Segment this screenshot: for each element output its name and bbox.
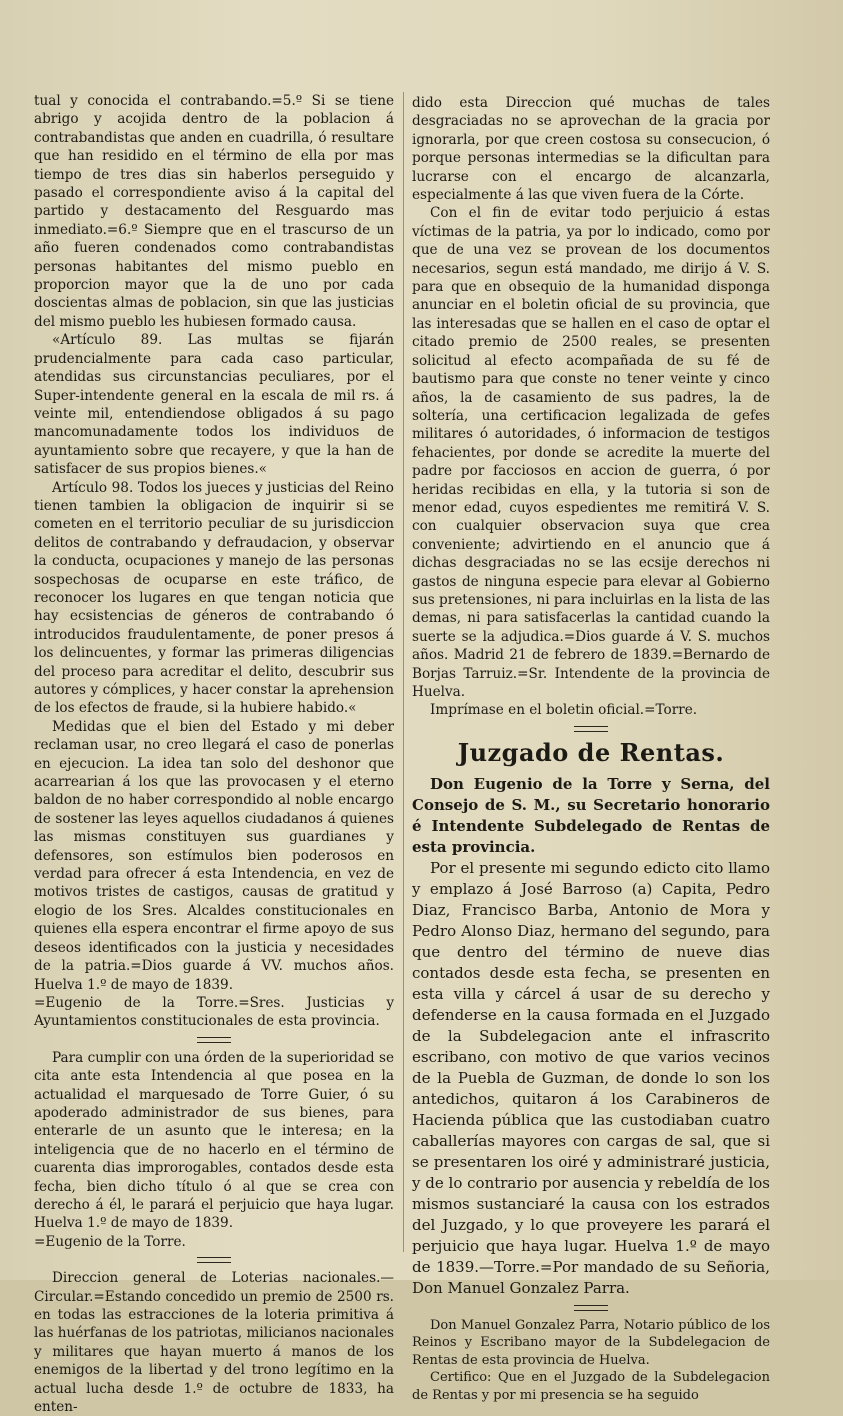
paragraph: Medidas que el bien del Estado y mi deber reclaman usar, no creo llegará el caso de ponerlas en ejecucion. La idea tan solo del deshonor que acarrearian á los que las provocasen y el eterno baldon de no haber correspondido al noble encargo de sostener las leyes aquellos ciudadanos á quienes las mismas constituyen sus guardianes y defensores, son estímulos bien poderosos en verdad para ofrecer á esta Intendencia, en vez de motivos tristes de castigos, causas de gratitud y elogio de los Sres. Alcaldes constitucionales en quienes ella espera encontrar el firme apoyo de sus deseos identificados con la justicia y necesidades de la patria.=Dios guarde á VV. muchos años. Huelva 1.º de mayo de 1839. — [34, 718, 394, 993]
paragraph: tual y conocida el contrabando.=5.º Si se tiene abrigo y acojida dentro de la poblacion á contrabandistas que anden en cuadrilla, ó resultare que han residido en el término de ella por mas tiempo de tres dias sin haberlos perseguido y pasado el correspondiente aviso á la capital del partido y destacamento del Resguardo mas inmediato.=6.º Siempre que en el trascurso de un año fueren condenados como contrabandistas personas habitantes del mismo pueblo en proporcion mayor que la de uno por cada doscientas almas de poblacion, sin que las justicias del mismo pueblo les hubiesen formado causa. — [34, 93, 394, 330]
column-divider — [403, 92, 404, 1252]
order-line: Imprímase en el boletin oficial.=Torre. — [430, 702, 698, 719]
left-column — [34, 92, 394, 1416]
paragraph: Certifico: Que en el Juzgado de la Subdelegacion de Rentas y por mi presencia se ha seguido — [412, 1370, 770, 1403]
paragraph: Con el fin de evitar todo perjuicio á estas víctimas de la patria, ya por lo indicado, como por que de una vez se provean de los documentos necesarios, segun está mandado, me dirijo á V. S. para que en obsequio de la humanidad disponga anunciar en el boletin oficial de su provincia, que las interesadas que se hallen en el caso de optar el citado premio de 2500 reales, se presenten solicitud al efecto acompañada de su fé de bautismo para que conste no tener veinte y cinco años, la de casamiento de sus padres, la de soltería, una certificacion legalizada de gefes militares ó autoridades, ó informacion de testigos fehacientes, por donde se acredite la muerte del padre por facciosos en accion de guerra, ó por heridas recibidas en ella, y la tutoria si son de menor edad, cuyos espedientes me remitirá V. S. con cualquier observacion suya que crea conveniente; advirtiendo en el anuncio que á dichas desgraciadas no se las ecsije derechos ni gastos de ninguna especie para elevar al Gobierno sus pretensiones, ni para incluirlas en la lista de las demas, ni para satisfacerlas la cantidad cuando la suerte se la adjudica.=Dios guarde á V. S. muchos años. Madrid 21 de febrero de 1839.=Bernardo de Borjas Tarruiz.=Sr. Intendente de la provincia de Huelva. — [412, 205, 770, 700]
paragraph: «Artículo 89. Las multas se fijarán prudencialmente para cada caso particular, atendidas sus circunstancias peculiares, por el Super-intendente general en la escala de mil rs. á veinte mil, entendiendose obligados á su pago mancomunadamente todos los individuos de ayuntamiento sobre que recayere, y que la han de satisfacer de sus propios bienes.« — [34, 332, 394, 478]
signature-line: =Eugenio de la Torre. — [34, 1233, 186, 1250]
separator-rule — [574, 726, 608, 732]
paragraph: dido esta Direccion qué muchas de tales desgraciadas no se aprovechan de la gracia por ignorarla, por que creen costosa su consecucion, ó porque personas intermedias se la dificultan para lucrarse con el encargo de alcanzarla, especialmente á las que viven fuera de la Córte. — [412, 95, 770, 204]
signature-line: =Eugenio de la Torre.=Sres. Justicias y Ayuntamientos constitucionales de esta provincia. — [34, 994, 394, 1030]
right-column — [412, 94, 770, 1403]
separator-rule — [197, 1257, 231, 1263]
paragraph: Por el presente mi segundo edicto cito llamo y emplazo á José Barroso (a) Capita, Pedro Diaz, Francisco Barba, Antonio de Mora y Pedro Alonso Diaz, hermano del segundo, para que dentro del término de nueve dias contados desde esta fecha, se presenten en esta villa y cárcel á usar de su derecho y defenderse en la causa formada en el Juzgado de la Subdelegacion ante el infrascrito escribano, con motivo de que varios vecinos de la Puebla de Guzman, de donde lo son los antedichos, quitaron á los Carabineros de Hacienda pública que las custodiaban cuatro caballerías mayores con cargas de sal, que si se presentaren los oiré y administraré justicia, y de lo contrario por ausencia y rebeldía de los mismos sustanciaré la causa con los estrados del Juzgado, y lo que proveyere les parará el perjuicio que haya lugar. Huelva 1.º de mayo de 1839.—Torre.=Por mandado de su Señoria, Don Manuel Gonzalez Parra. — [412, 858, 770, 1297]
edict-intro: Don Eugenio de la Torre y Serna, del Consejo de S. M., su Secretario honorario é Intendente Subdelegado de Rentas de esta provincia. — [412, 774, 770, 856]
section-heading: Juzgado de Rentas. — [457, 737, 725, 767]
paragraph: Para cumplir con una órden de la superioridad se cita ante esta Intendencia al que posea en la actualidad el marquesado de Torre Guier, ó su apoderado administrador de sus bienes, para enterarle de un asunto que le interesa; en la inteligencia que de no hacerlo en el término de cuarenta dias improrogables, contados desde esta fecha, bien dicho título ó al que se crea con derecho á él, le parará el perjuicio que haya lugar. Huelva 1.º de mayo de 1839. — [34, 1049, 394, 1232]
separator-rule — [574, 1305, 608, 1311]
separator-rule — [197, 1037, 231, 1043]
paragraph: Don Manuel Gonzalez Parra, Notario público de los Reinos y Escribano mayor de la Subdelegacion de Rentas de esta provincia de Huelva. — [412, 1317, 770, 1368]
paragraph: Direccion general de Loterias nacionales.—Circular.=Estando concedido un premio de 2500 rs. en todas las estracciones de la loteria primitiva á las huérfanas de los patriotas, milicianos nacionales y militares que hayan muerto á manos de los enemigos de la libertad y del trono legítimo en la actual lucha desde 1.º de octubre de 1833, ha enten- — [34, 1270, 394, 1416]
paragraph: Artículo 98. Todos los jueces y justicias del Reino tienen tambien la obligacion de inquirir si se cometen en el territorio peculiar de su jurisdiccion delitos de contrabando y defraudacion, y observar la conducta, ocupaciones y manejo de las personas sospechosas de ocuparse en este tráfico, de reconocer los lugares en que tengan noticia que hay ecsistencias de géneros de contrabando ó introducidos fraudulentamente, de poner presos á los delincuentes, y formar las primeras diligencias del proceso para acreditar el delito, descubrir sus autores y cómplices, y hacer constar la aprehension de los efectos de fraude, si la hubiere habido.« — [34, 479, 394, 717]
